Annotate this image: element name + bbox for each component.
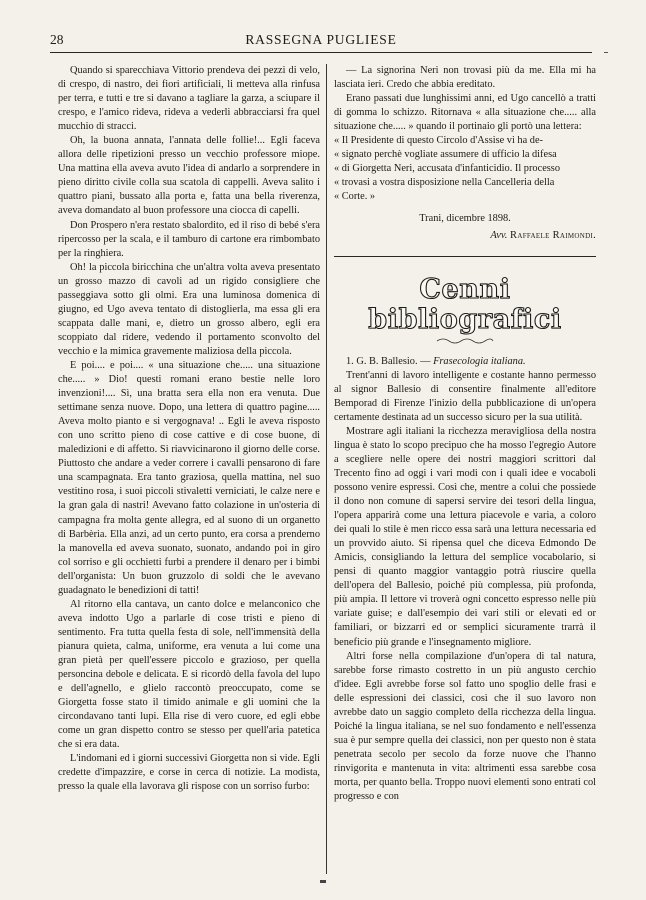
paragraph: L'indomani ed i giorni successivi Giorgetta non si vide. Egli credette d'impazzire, e corse in cerca di notizie. La modista, presso la quale ella lavorava gli rispose con un sorriso furbo:	[58, 753, 320, 793]
running-title: RASSEGNA PUGLIESE	[245, 32, 397, 47]
margin-mark	[604, 52, 608, 53]
right-column	[334, 64, 596, 804]
paragraph: Altri forse nella compilazione d'un'opera di tal natura, sarebbe forse rimasto costretto in un più angusto cerchio d'idee. Egli avrebbe forse sol fatto uno spoglio delle frasi e delle espressioni dei classici, così che il suo lavoro non avrebbe dato un saggio completo della ricchezza della lingua. Poiché la lingua italiana, se nel suo fondamento e nell'essenza sua è pur sempre quella dei classici, non per questo non è stata penetrata secolo per secolo da forze nuove che l'hanno rinvigorita e mantenuta in vita: altrimenti essa sarebbe cosa morta, per quanto bella. Troppo nuovi elementi sono entrati col progresso e con	[334, 650, 596, 803]
quote-line: « di Giorgetta Neri, accusata d'infanticidio. Il processo	[334, 163, 561, 175]
column-divider	[326, 64, 327, 874]
paragraph: Trent'anni di lavoro intelligente e costante hanno permesso al signor Ballesio di consentire finalmente all'editore Bemporad di Firenze l'inizio della pubblicazione di un'opera certamente destinata ad un successo sicuro per la sua utilità.	[334, 369, 596, 423]
story-ending	[334, 64, 596, 243]
footer-mark	[320, 880, 326, 883]
signature-date: Trani, dicembre 1898.	[419, 213, 511, 225]
author-signature	[334, 229, 596, 243]
paragraph: Mostrare agli italiani la ricchezza meravigliosa della nostra lingua è stato lo scopo precipuo che ha mosso l'egregio Autore a scegliere nelle opere dei nostri maggiori scrittori dal Trecento fino ad oggi i vari modi con i quali idee e vocaboli possono venire espressi. Così che, mentre a colui che possiede il dono non comune di sapersi servire dei tesori della lingua, l'opera apparirà come una lettura piacevole e varia, a coloro dei quali lo stile è men ricco essa sarà una lettura necessaria ed un provvido aiuto. Si ripensa quel che diceva Edmondo De Amicis, consigliando la lettura del semplice vocabolario, si pensi di quanto maggior vantaggio potrà riuscire quella dell'opera del Ballesio, poiché più complessa, più profonda, più ampia. Il lettore vi troverà ogni concetto espresso nelle più variate guise; e dall'esempio dei vari stili or elevati ed or familiari, or bizzarri ed or semplici sicuramente trarrà il beneficio più grande e l'insegnamento migliore.	[334, 425, 596, 648]
quote-line: « signato perchè vogliate assumere di ufficio la difesa	[334, 149, 557, 161]
paragraph: Oh! la piccola biricchina che un'altra volta aveva presentato un grosso mazzo di cavoli ad un rigido consigliere che passeggiava sotto gli olmi. Era una luminosa domenica di giugno, ed Ugo aveva tentato di distoglierla, ma essa gli era scappata dalle mani, e, dietro un grosso albero, egli era scoppiato dal ridere, vedendo il portamento sconvolto del vecchio e la mimica gravemente maliziosa della piccola.	[58, 261, 320, 357]
entry-heading	[334, 355, 596, 369]
signature-prefix: Avv.	[490, 229, 508, 241]
header-rule	[50, 52, 592, 53]
quote-line: « Corte. »	[334, 191, 376, 203]
paragraph: Al ritorno ella cantava, un canto dolce e melanconico che aveva indotto Ugo a parlarle di cose tristi e pieno di sentimento. Fra tutta quella festa di sole, nell'immensità della pianura quieta, calma, uniforme, era venuta a lui come una gran pietà per quell'essere piccolo e grazioso, per quella personcina debole e delicata. E si ricordò della favola del lupo e dell'agnello, e glielo raccontò preoccupato, come se Giorgetta fosse stato il timido animale e gli uomini che la circondavano tanti lupi. Ella rise di vero cuore, ed egli ebbe come un gran dispetto contro se stesso per quell'aria patetica che si era data.	[58, 598, 320, 751]
quote-line: « trovasi a vostra disposizione nella Cancelleria della	[334, 177, 555, 189]
signature-name: Raffaele Raimondi.	[510, 229, 596, 241]
paragraph: — La signorina Neri non trovasi più da me. Ella mi ha lasciata ieri. Credo che abbia ereditato.	[334, 65, 596, 91]
page-number: 28	[50, 32, 64, 47]
entry-number: 1. G. B. Ballesio. —	[346, 355, 431, 367]
left-column	[58, 64, 320, 794]
section-title: Cenni bibliografici	[368, 273, 562, 335]
ornament-icon	[435, 337, 495, 345]
page-header	[50, 32, 592, 48]
paragraph: Erano passati due lunghissimi anni, ed Ugo cancellò a tratti di gomma lo schizzo. Ritornava « alla situazione che..... alla situazione che..... » quando il portinaio gli portò una lettera:	[334, 93, 596, 133]
quote-line: « Il Presidente di questo Circolo d'Assise vi ha de-	[334, 135, 543, 147]
paragraph: Oh, la buona annata, l'annata delle follie!... Egli faceva allora delle ripetizioni presso un vecchio professore miope. Una mattina ella aveva avuto l'idea di andarlo a sorprendere in pieno diritto civile colla sua scatola di cappelli. Aveva salito i quattro piani, bussato alla porta e, fatta una bella riverenza, aveva domandato al buon professore una ciocca di capelli.	[58, 135, 320, 217]
review-entry	[334, 355, 596, 805]
letter-quote	[334, 134, 596, 204]
entry-title: Frasecologia italiana.	[433, 355, 526, 367]
paragraph: Don Prospero n'era restato sbalordito, ed il riso di bebé s'era ripercosso per la scala, e il tamburo di cartone era rimbombato per la ringhiera.	[58, 219, 320, 259]
section-divider	[334, 249, 596, 263]
paragraph: E poi.... e poi.... « una situazione che..... una situazione che..... » Dio! questi romani erano bestie nelle loro invenzioni!.... Sì, una bratta sera ella non era venuta. Due settimane senza nuove. Dopo, una lettera di quattro pagine..... Aveva molto pianto e si vergognava! .. Egli le aveva risposto con uno scritto pieno di cose cattive e di cose buone, di maledizioni e di affetto. Si riavvicinarono il giorno delle corse. Piuttosto che andare a veder correre i cavalli pensarono di fare una scampagnata. Era tanto graziosa, quella mattina, nel suo vestitino rosa, i suoi piccoli stivaletti verniciati, le calze nere e la gran gala di nastri! Avevano fatto colazione in un'osteria di campagna fra molta gente allegra, ed al suono di un organetto di Barbèria. Ella anzi, ad un certo punto, era corsa a prenderno la manovella ed aveva suonato, suonato, andando poi in giro col sorriso e gli occhietti furbi a prendere il denaro per i bimbi dell'organista: Un buon gruzzolo di soldi che le avevano guadagnato le benedizioni di tatti!	[58, 359, 320, 596]
paragraph: Quando si sparecchiava Vittorio prendeva dei pezzi di velo, di crespo, di nastro, dei fiori artificiali, li metteva alla rinfusa per terra, e tutti e tre si davano a tagliare la garza, a sciupare il crespo, e l'amico rideva, rideva a vederli abbracciarsi fra quel mucchio di stracci.	[58, 65, 320, 133]
